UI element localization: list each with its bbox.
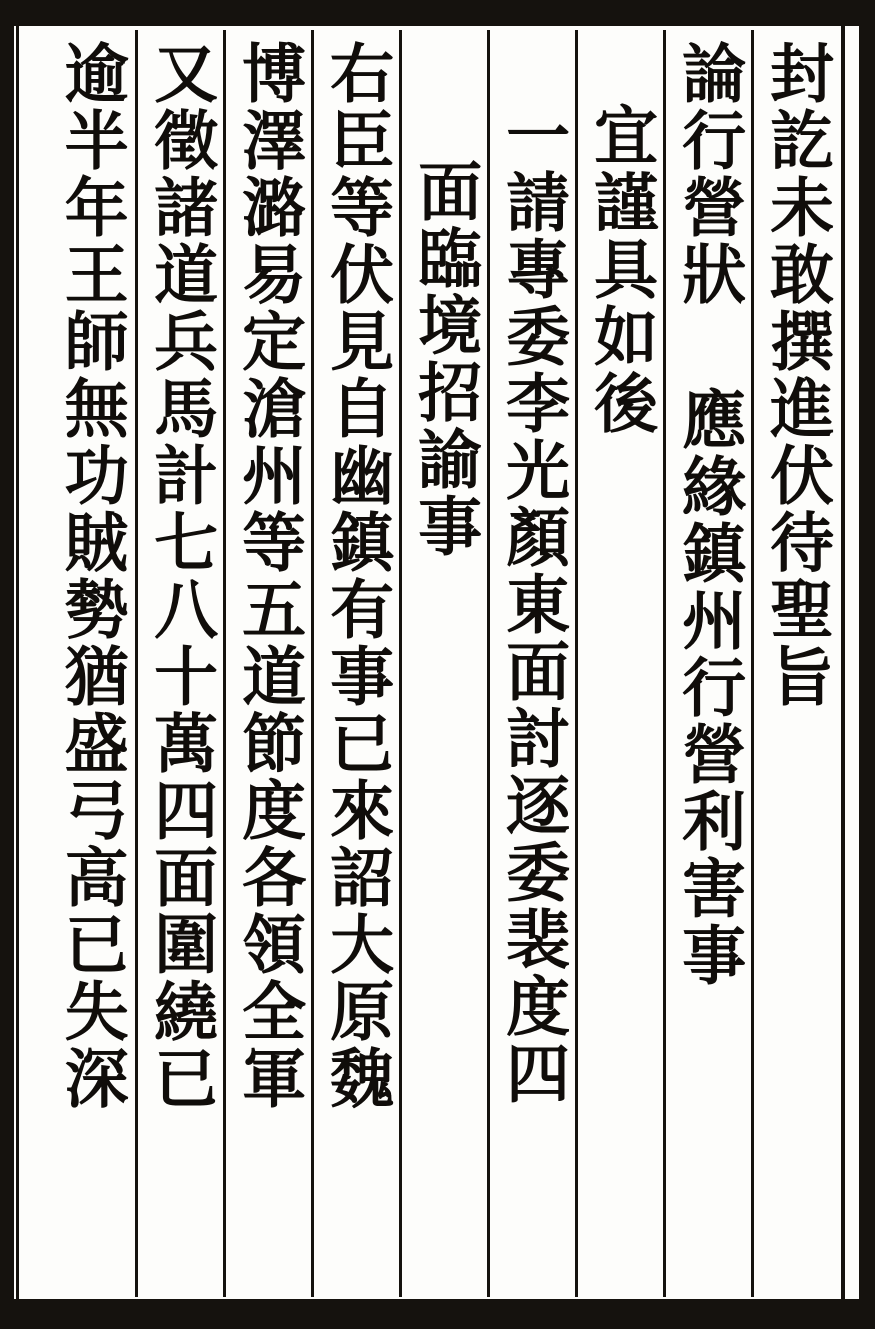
column-text: 封訖未敢撰進伏待聖旨 (759, 40, 835, 710)
text-column-6 (311, 30, 399, 1297)
page-inner-rule-right (841, 26, 845, 1299)
text-column-7 (223, 30, 311, 1297)
column-text: 右臣等伏見自幽鎮有事已來詔大原魏 (319, 40, 395, 1112)
text-column-4 (487, 30, 575, 1297)
column-text: 宜謹具如後 (583, 102, 659, 437)
text-block (22, 30, 839, 1297)
column-text: 面臨境招諭事 (407, 158, 483, 560)
text-column-3 (575, 30, 663, 1297)
column-text: 博澤潞易定滄州等五道節度各領全軍 (231, 40, 307, 1112)
column-text: 逾半年王師無功賊勢猶盛弓高已失深 (53, 40, 129, 1112)
column-text: 又徵諸道兵馬計七八十萬四面圍繞已 (143, 40, 219, 1112)
text-column-5 (399, 30, 487, 1297)
page-border-bottom (0, 1299, 875, 1329)
page-inner-rule-left (16, 26, 19, 1299)
page-border-left (0, 0, 14, 1329)
column-text: 論行營狀 應緣鎮州行營利害事 (671, 40, 747, 989)
page-border-right (859, 0, 875, 1329)
text-column-1 (751, 30, 839, 1297)
column-text: 一請專委李光顏東面討逐委裴度四 (495, 102, 571, 1107)
text-column-2 (663, 30, 751, 1297)
page-border-top (0, 0, 875, 26)
text-column-9 (47, 30, 135, 1297)
text-column-8 (135, 30, 223, 1297)
